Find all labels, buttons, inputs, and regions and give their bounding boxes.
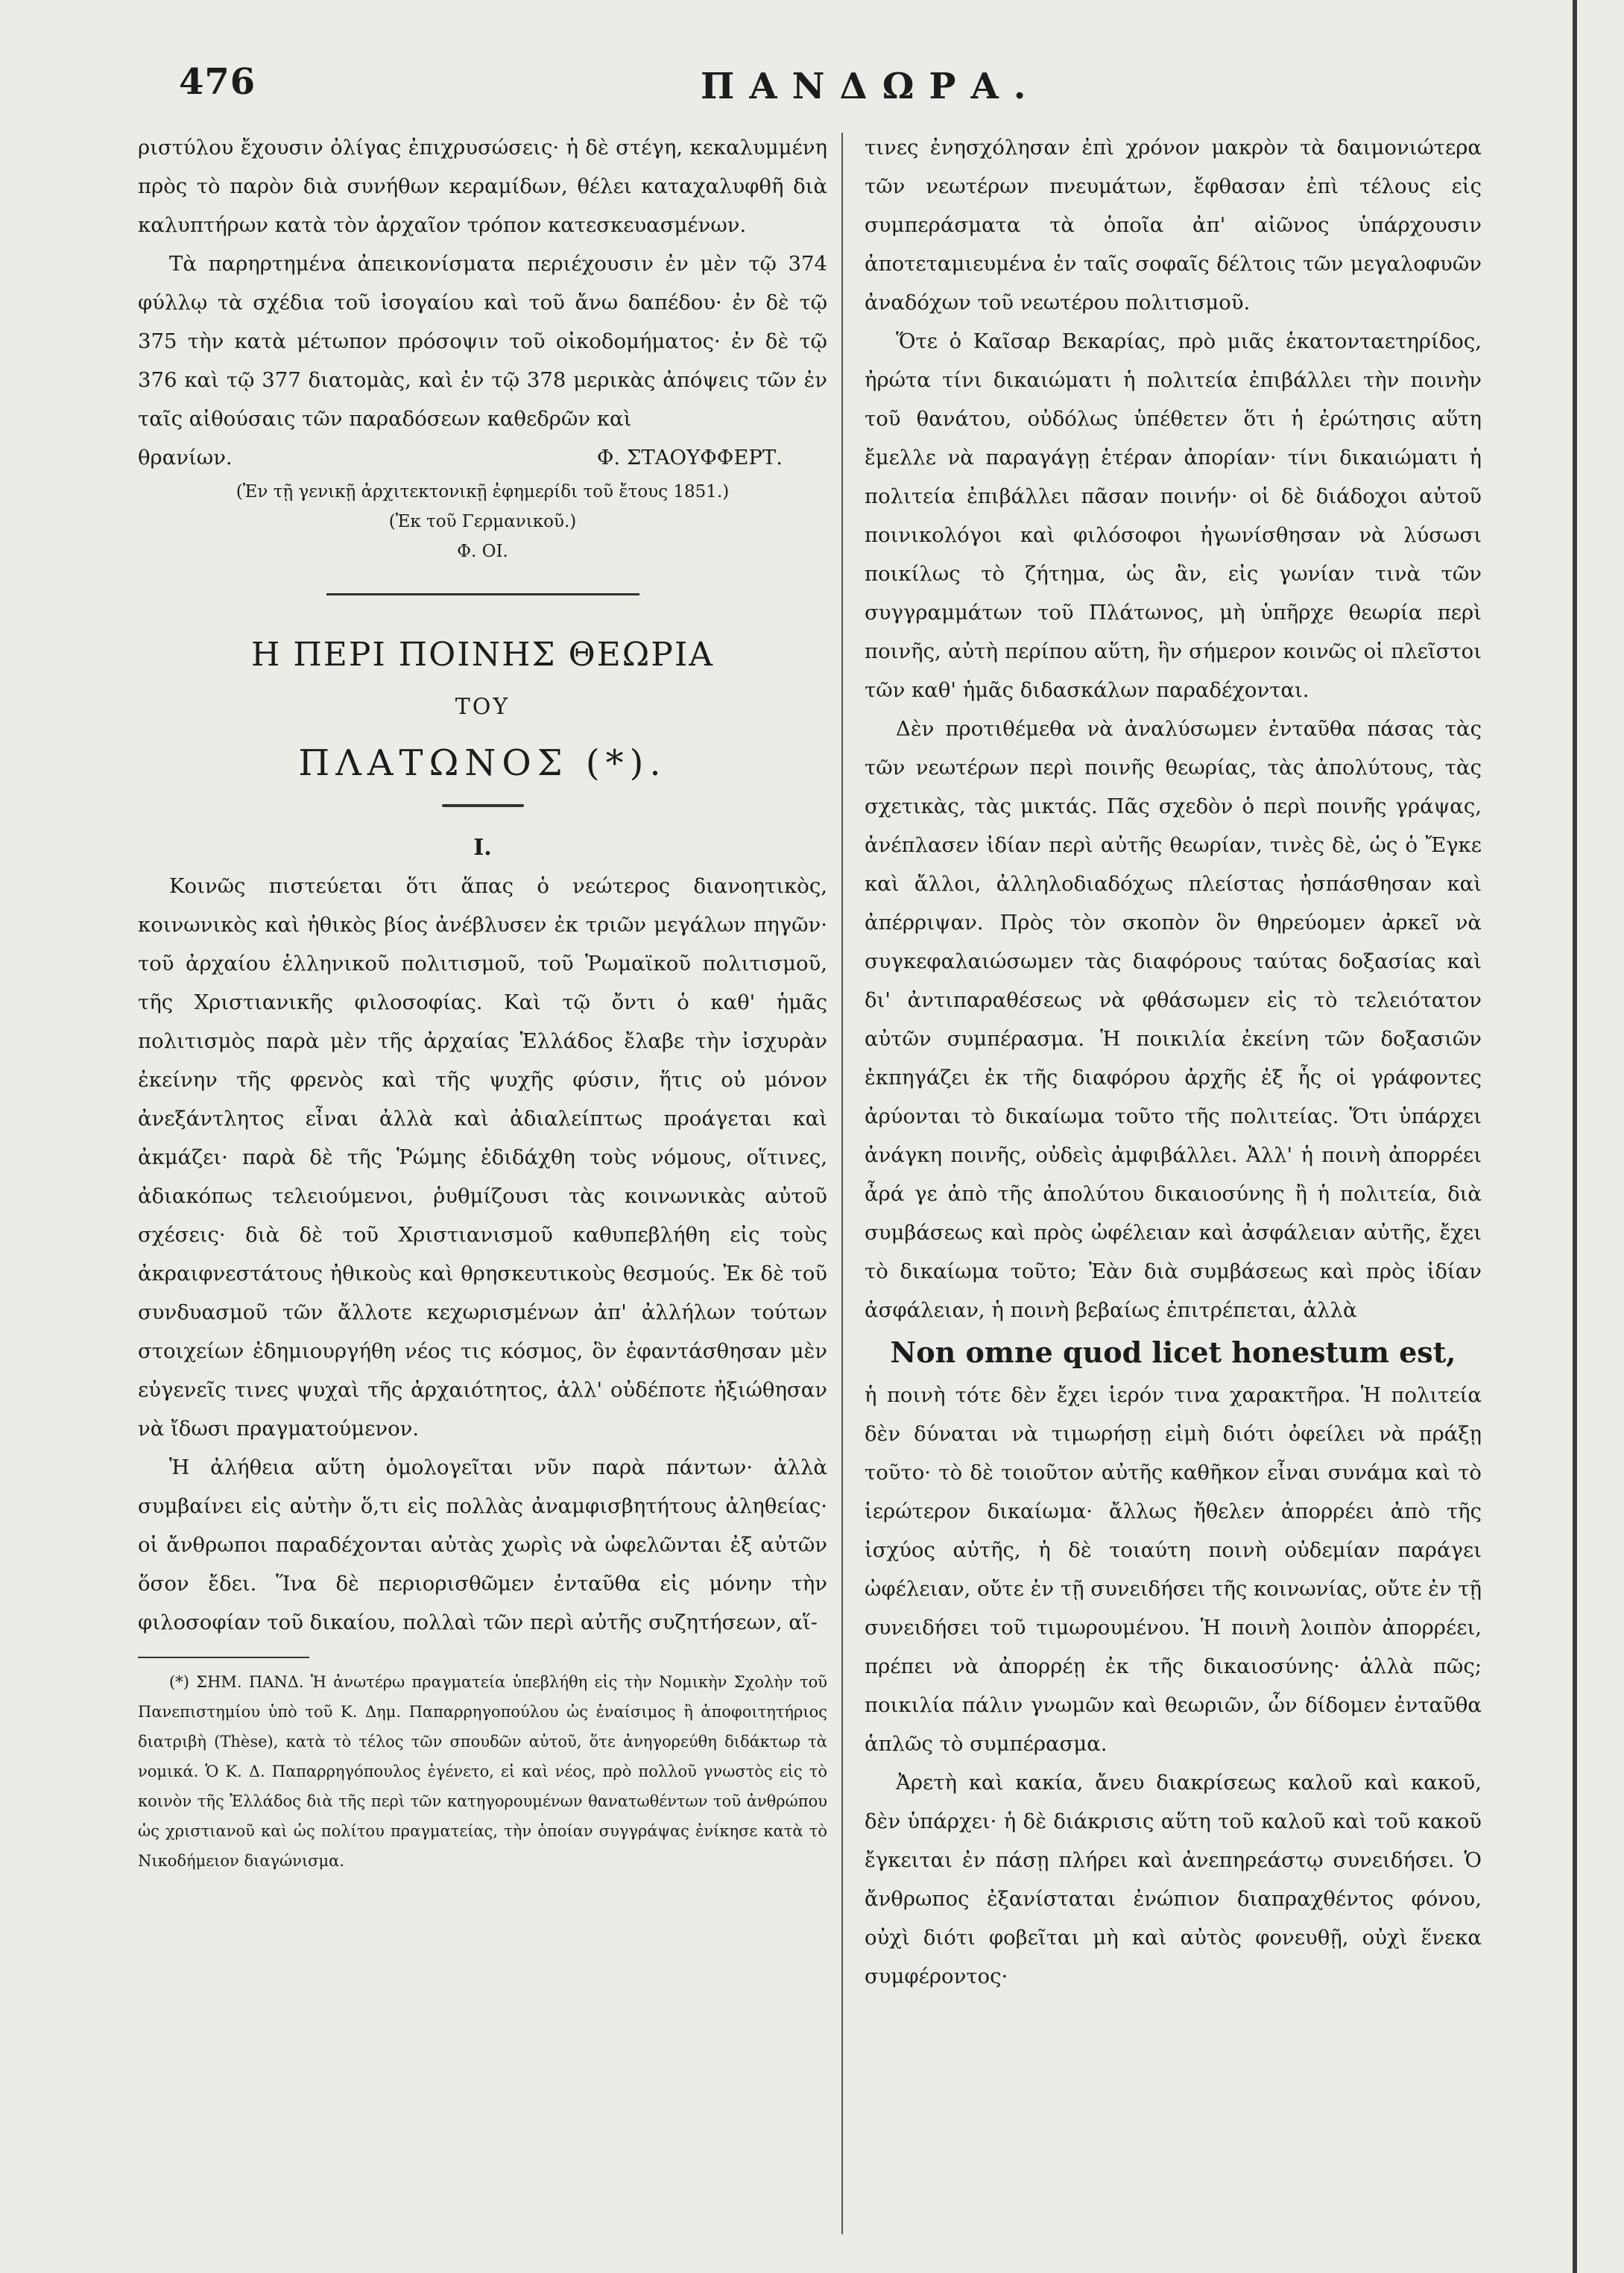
article-title: Η ΠΕΡΙ ΠΟΙΝΗΣ ΘΕΩΡΙΑ xyxy=(250,636,715,674)
right-paragraph-2: Ὅτε ὁ Καῖσαρ Βεκαρίας, πρὸ μιᾶς ἑκατονταετηρίδος, ἠρώτα τίνι δικαιώματι ἡ πολιτεία ἐπιβάλλει τὴν ποινὴν τοῦ θανάτου, οὐδόλως ὑπέθετεν ὅτι ἡ ἐρώτησις αὕτη ἔμελλε νὰ παραγάγῃ ἑτέραν ἀπορίαν· τίνι δικαιώματι ἡ πολιτεία ἐπιβάλλει πᾶσαν ποινήν· οἱ δὲ διάδοχοι αὐτοῦ ποινικολόγοι καὶ φιλόσοφοι ἠγωνίσθησαν νὰ λύσωσι ποικίλως τὸ ζήτημα, ὡς ἂν, εἰς γωνίαν τινὰ τῶν συγγραμμάτων τοῦ Πλάτωνος, μὴ ὑπῆρχε θεωρία περὶ ποινῆς, αὐτὴ περίπου αὕτη, ἣν σήμερον κοινῶς οἱ πλεῖστοι τῶν καθ' ἡμᾶς διδασκάλων παραδέχονται. xyxy=(865,329,1482,702)
column-divider xyxy=(841,133,843,2234)
page-binding-edge xyxy=(1573,0,1577,2273)
signature-line xyxy=(138,438,827,477)
left-paragraph-4: Ἡ ἀλήθεια αὕτη ὁμολογεῖται νῦν παρὰ πάντων· ἀλλὰ συμβαίνει εἰς αὐτὴν ὅ,τι εἰς πολλὰς ἀναμφισβητήτους ἀληθείας· οἱ ἄνθρωποι παραδέχονται αὐτὰς χωρὶς νὰ ὠφελῶνται ἐξ αὐτῶν ὅσον ἔδει. Ἵνα δὲ περιορισθῶμεν ἐνταῦθα εἰς μόνην τὴν φιλοσοφίαν τοῦ δικαίου, πολλαὶ τῶν περὶ αὐτῆς συζητήσεων, αἵ- xyxy=(138,1455,827,1634)
latin-quote: Non omne quod licet honestum est, xyxy=(890,1335,1456,1369)
source-note: (Ἐν τῇ γενικῇ ἀρχιτεκτονικῇ ἐφημερίδι τοῦ ἔτους 1851.) xyxy=(236,482,730,502)
left-paragraph-3: Κοινῶς πιστεύεται ὅτι ἅπας ὁ νεώτερος διανοητικὸς, κοινωνικὸς καὶ ἠθικὸς βίος ἀνέβλυσεν ἐκ τριῶν μεγάλων πηγῶν· τοῦ ἀρχαίου ἑλληνικοῦ πολιτισμοῦ, τοῦ Ῥωμαϊκοῦ πολιτισμοῦ, τῆς Χριστιανικῆς φιλοσοφίας. Καὶ τῷ ὄντι ὁ καθ' ἡμᾶς πολιτισμὸς παρὰ μὲν τῆς ἀρχαίας Ἑλλάδος ἔλαβε τὴν ἰσχυρὰν ἐκείνην τῆς φρενὸς καὶ τῆς ψυχῆς φύσιν, ἥτις οὐ μόνον ἀνεξάντλητος εἶναι ἀλλὰ καὶ ἀδιαλείπτως προάγεται καὶ ἀκμάζει· παρὰ δὲ τῆς Ῥώμης ἐδιδάχθη τοὺς νόμους, οἵτινες, ἀδιακόπως τελειούμενοι, ῥυθμίζουσι τὰς κοινωνικὰς αὐτοῦ σχέσεις· διὰ δὲ τοῦ Χριστιανισμοῦ καθυπεβλήθη εἰς τοὺς ἀκραιφνεστάτους ἠθικοὺς καὶ θρησκευτικοὺς θεσμούς. Ἐκ δὲ τοῦ συνδυασμοῦ τῶν ἄλλοτε κεχωρισμένων ἀπ' ἀλλήλων τούτων στοιχείων ἐδημιουργήθη νέος τις κόσμος, ὃν ἐφαντάσθησαν μὲν εὐγενεῖς τινες ψυχαὶ τῆς ἀρχαιότητος, ἀλλ' οὐδέποτε ἠξιώθησαν νὰ ἴδωσι πραγματούμενον. xyxy=(138,874,827,1441)
article-title-connector: ΤΟΥ xyxy=(455,694,511,720)
section-number: I. xyxy=(473,835,492,861)
left-paragraph-1: ριστύλου ἔχουσιν ὀλίγας ἐπιχρυσώσεις· ἡ δὲ στέγη, κεκαλυμμένη πρὸς τὸ παρὸν διὰ συνήθων κεραμίδων, θέλει καταχαλυφθῆ διὰ καλυπτήρων κατὰ τὸν ἀρχαῖον τρόπον κατεσκευασμένων. xyxy=(138,136,827,237)
footnote-rule xyxy=(138,1657,309,1658)
section-divider-rule xyxy=(326,593,639,595)
right-paragraph-5: Ἀρετὴ καὶ κακία, ἄνευ διακρίσεως καλοῦ καὶ κακοῦ, δὲν ὑπάρχει· ἡ δὲ διάκρισις αὕτη τοῦ καλοῦ καὶ τοῦ κακοῦ ἔγκειται ἐν πάσῃ πλήρει καὶ ἀνεπηρεάστῳ συνειδήσει. Ὁ ἄνθρωπος ἐξανίσταται ἐνώπιον διαπραχθέντος φόνου, οὐχὶ διότι φοβεῖται μὴ καὶ αὐτὸς φονευθῇ, οὐχὶ ἕνεκα συμφέροντος· xyxy=(865,1771,1482,1988)
author-signature: Φ. ΣΤΑΟΥΦΦΕΡΤ. xyxy=(596,446,783,470)
translator-initials: Φ. ΟΙ. xyxy=(457,542,508,561)
translation-note: (Ἐκ τοῦ Γερμανικοῦ.) xyxy=(388,512,577,531)
running-title: ΠΑΝΔΩΡΑ. xyxy=(701,66,1041,107)
right-paragraph-3: Δὲν προτιθέμεθα νὰ ἀναλύσωμεν ἐνταῦθα πάσας τὰς τῶν νεωτέρων περὶ ποινῆς θεωρίας, τὰς ἀπολύτους, τὰς σχετικὰς, τὰς μικτάς. Πᾶς σχεδὸν ὁ περὶ ποινῆς γράψας, ἀνέπλασεν ἰδίαν περὶ αὐτῆς θεωρίαν, τινὲς δὲ, ὡς ὁ Ἔγκε καὶ ἄλλοι, ἀλληλοδιαδόχως πλείστας ἠσπάσθησαν καὶ ἀπέρριψαν. Πρὸς τὸν σκοπὸν ὃν θηρεύομεν ἀρκεῖ νὰ συγκεφαλαιώσωμεν τὰς διαφόρους ταύτας δοξασίας καὶ δι' ἀντιπαραθέσεως νὰ φθάσωμεν εἰς τὸ τελειότατον αὐτῶν συμπέρασμα. Ἡ ποικιλία ἐκείνη τῶν δοξασιῶν ἐκπηγάζει ἐκ τῆς διαφόρου ἀρχῆς ἐξ ἧς οἱ γράφοντες ἀρύονται τὸ δικαίωμα τοῦτο τῆς πολιτείας. Ὅτι ὑπάρχει ἀνάγκη ποινῆς, οὐδεὶς ἀμφιβάλλει. Ἀλλ' ἡ ποινὴ ἀπορρέει ἆρά γε ἀπὸ τῆς ἀπολύτου δικαιοσύνης ἢ ἡ πολιτεία, διὰ συμβάσεως καὶ πρὸς ὠφέλειαν καὶ ἀσφάλειαν αὐτῆς, ἔχει τὸ δικαίωμα τοῦτο; Ἐὰν διὰ συμβάσεως καὶ πρὸς ἰδίαν ἀσφάλειαν, ἡ ποινὴ βεβαίως ἐπιτρέπεται, ἀλλὰ xyxy=(865,717,1482,1322)
left-column xyxy=(138,128,827,1876)
left-paragraph-2: Τὰ παρηρτημένα ἀπεικονίσματα περιέχουσιν ἐν μὲν τῷ 374 φύλλῳ τὰ σχέδια τοῦ ἰσογαίου καὶ τοῦ ἄνω δαπέδου· ἐν δὲ τῷ 375 τὴν κατὰ μέτωπον πρόσοψιν τοῦ οἰκοδομήματος· ἐν δὲ τῷ 376 καὶ τῷ 377 διατομὰς, καὶ ἐν τῷ 378 μερικὰς ἀπόψεις τῶν ἐν ταῖς αἰθούσαις τῶν παραδόσεων καθεδρῶν καὶ xyxy=(138,252,827,431)
right-column xyxy=(865,128,1482,1996)
right-paragraph-4: ἡ ποινὴ τότε δὲν ἔχει ἱερόν τινα χαρακτῆρα. Ἡ πολιτεία δὲν δύναται νὰ τιμωρήσῃ εἰμὴ διότι ὀφείλει νὰ πράξῃ τοῦτο· τὸ δὲ τοιοῦτον αὐτῆς καθῆκον εἶναι συνάμα καὶ τὸ ἱερώτερον δικαίωμα· ἄλλως ἤθελεν ἀπορρέει ἀπὸ τῆς ἰσχύος αὐτῆς, ἡ δὲ τοιαύτη ποινὴ οὐδεμίαν παράγει ὠφέλειαν, οὔτε ἐν τῇ συνειδήσει τῆς κοινωνίας, οὔτε ἐν τῇ συνειδήσει τοῦ τιμωρουμένου. Ἡ ποινὴ λοιπὸν ἀπορρέει, πρέπει νὰ ἀπορρέῃ ἐκ τῆς δικαιοσύνης· ἀλλὰ πῶς; ποικιλία πάλιν γνωμῶν καὶ θεωριῶν, ὧν δίδομεν ἐνταῦθα ἁπλῶς τὸ συμπέρασμα. xyxy=(865,1383,1482,1756)
title-ornament xyxy=(442,804,524,807)
left-paragraph-2-end: θρανίων. xyxy=(138,446,233,470)
footnote: (*) ΣΗΜ. ΠΑΝΔ. Ἡ ἀνωτέρω πραγματεία ὑπεβλήθη εἰς τὴν Νομικὴν Σχολὴν τοῦ Πανεπιστημίου ὑπὸ τοῦ Κ. Δημ. Παπαρρηγοπούλου ὡς ἐναίσιμος ἢ ἀποφοιτητήριος διατριβὴ (Thèse), κατὰ τὸ τέλος τῶν σπουδῶν αὐτοῦ, ὅτε ἀνηγορεύθη διδάκτωρ τὰ νομικά. Ὁ Κ. Δ. Παπαρρηγόπουλος ἐγένετο, εἰ καὶ νέος, πρὸ πολλοῦ γνωστὸς εἰς τὸ κοινὸν τῆς Ἑλλάδος διὰ τῆς περὶ τῶν κατηγορουμένων θανατωθέντων τοῦ ἀνθρώπου ὡς χριστιανοῦ καὶ ὡς πολίτου πραγματείας, τὴν ὁποίαν συγγράψας ἐνίκησε κατὰ τὸ Νικοδήμειον διαγώνισμα. xyxy=(138,1673,827,1870)
article-title-name: ΠΛΑΤΩΝΟΣ (*). xyxy=(298,742,667,784)
page-number: 476 xyxy=(179,61,256,103)
right-paragraph-1: τινες ἐνησχόλησαν ἐπὶ χρόνον μακρὸν τὰ δαιμονιώτερα τῶν νεωτέρων πνευμάτων, ἔφθασαν ἐπὶ τέλους εἰς συμπεράσματα τὰ ὁποῖα ἀπ' αἰῶνος ὑπάρχουσιν ἀποτεταμιευμένα ἐν ταῖς σοφαῖς δέλτοις τῶν μεγαλοφυῶν ἀναδόχων τοῦ νεωτέρου πολιτισμοῦ. xyxy=(865,136,1482,314)
